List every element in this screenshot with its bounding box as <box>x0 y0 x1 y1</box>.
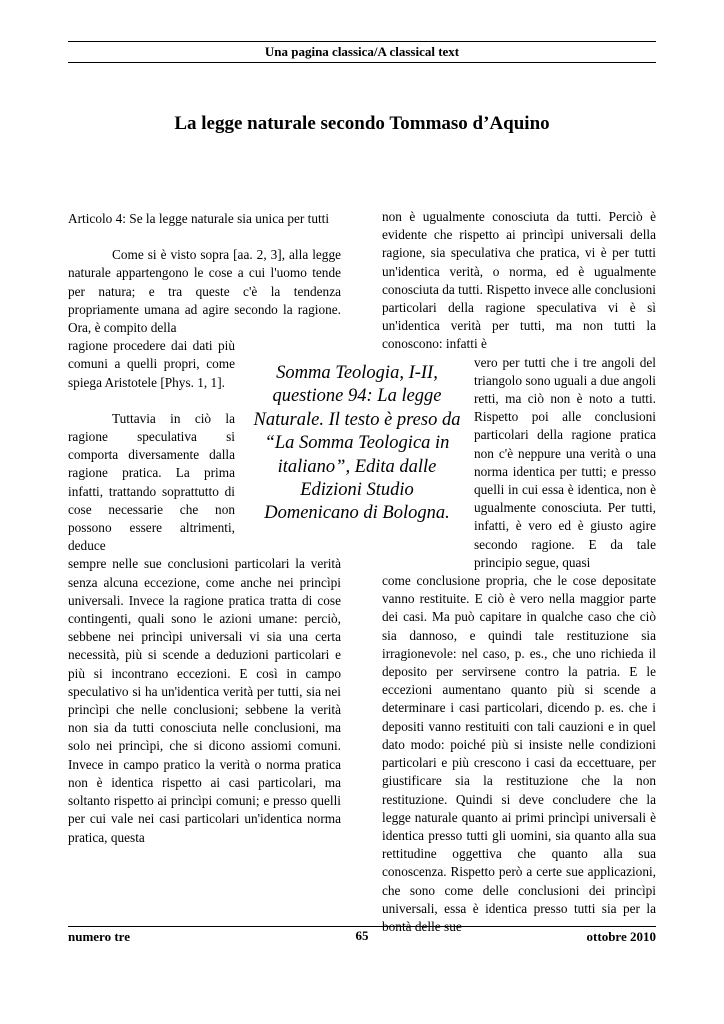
header-top-rule <box>68 41 656 42</box>
paragraph-2-bottom: sempre nelle sue conclusioni particolari la verità senza alcuna eccezione, come anche nei princìpi universali. Invece la ragione pratica tratta di cose contingenti, quali sono le azioni umane: perciò, sebbene nei princìpi universali vi sia una certa necessità, più si scende a deduzioni particolari e più si incontrano eccezioni. E così in campo speculativo si ha un'identica verità per tutti, sia nei princìpi che nelle conclusioni; sebbene la verità non sia da tutti conosciuta nelle conclusioni, ma solo nei princìpi, che si dicono assiomi comuni. Invece in campo pratico la verità o norma pratica non è identica rispetto ai casi particolari, ma soltanto rispetto ai princìpi comuni; e presso quelli per cui vale nei casi particolari un'identica norma pratica, questa <box>68 556 341 845</box>
issue-label: numero tre <box>68 929 130 944</box>
paragraph-1-narrow: ragione procedere dai dati più comuni a quelli propri, come spiega Aristotele [Phys. 1, 1]. <box>68 338 235 390</box>
right-paragraph-bottom: come conclusione propria, che le cose depositate vanno restituite. E ciò è vero nella maggior parte dei casi. Ma può capitare in qualche caso che ciò sia dannoso, e quindi tale restituzione sia irragionevole: nel caso, p. es., che uno richieda il deposito per servirsene contro la patria. E le eccezioni aumentano quanto più si scende a determinare i casi particolari, dicendo p. es. che i depositi vanno restituiti con tali cauzioni e in quel dato modo: poiché più si insiste nelle condizioni particolari e più crescono i casi da eccettuare, per giustificare sia la restituzione che la non restituzione. Quindi si deve concludere che la legge naturale quanto ai primi princìpi universali è identica presso tutti gli uomini, sia quanto alla sua rettitudine oggettiva che quanto alla sua conoscenza. Rispetto però a certe sue applicazioni, che sono come delle conclusioni dei princìpi universali, essa è identica presso tutti sia per la bontà delle sue <box>382 573 656 934</box>
right-column <box>382 208 656 936</box>
running-title: Una pagina classica/A classical text <box>264 44 460 59</box>
left-narrow-block <box>68 337 235 555</box>
pull-quote: Somma Teologia, I-II, questione 94: La legge Naturale. Il testo è preso da “La Somma Teologica in italiano”, Edita dalle Edizioni Studio Domenicano di Bologna. <box>253 363 461 524</box>
footer-rule <box>68 926 656 927</box>
paragraph-2-narrow: Tuttavia in ciò la ragione speculativa si comporta diversamente dalla ragione pratica. La prima infatti, trattando soprattutto di cose necessarie che non possono essere altrimenti, deduce <box>68 410 235 554</box>
article-title: La legge naturale secondo Tommaso d’Aquino <box>174 113 550 134</box>
right-paragraph-top: non è ugualmente conosciuta da tutti. Perciò è evidente che rispetto ai princìpi universali della ragione, sia speculativa che pratica, vi è per tutti un'identica verità, o norma, ed è ugualmente conosciuta da tutti. Rispetto invece alle conclusioni particolari della ragione speculativa vi è sì un'identica verità per tutti, ma non tutti la conoscono: infatti è <box>382 209 656 352</box>
header-bottom-rule <box>68 62 656 63</box>
page-number: 65 <box>355 928 369 943</box>
issue-date: ottobre 2010 <box>586 929 656 944</box>
paragraph-1-top: Come si è visto sopra [aa. 2, 3], alla legge naturale appartengono le cose a cui l'uomo tende per natura; e tra queste c'è la tendenza propriamente umana ad agire secondo la ragione. Ora, è compito della <box>68 247 341 336</box>
article-heading: Articolo 4: Se la legge naturale sia unica per tutti <box>68 211 330 226</box>
left-column <box>68 210 341 847</box>
right-paragraph-narrow: vero per tutti che i tre angoli del triangolo sono uguali a due angoli retti, ma ciò non è noto a tutti. Rispetto poi alle conclusioni particolari della ragione pratica non c'è neppure una verità o una norma identica per tutti; e presso quelli in cui essa è identica, non è ugualmente conosciuta. Per tutti, infatti, è vero ed è giusto agire secondo ragione. E da tale principio segue, quasi <box>474 354 656 570</box>
